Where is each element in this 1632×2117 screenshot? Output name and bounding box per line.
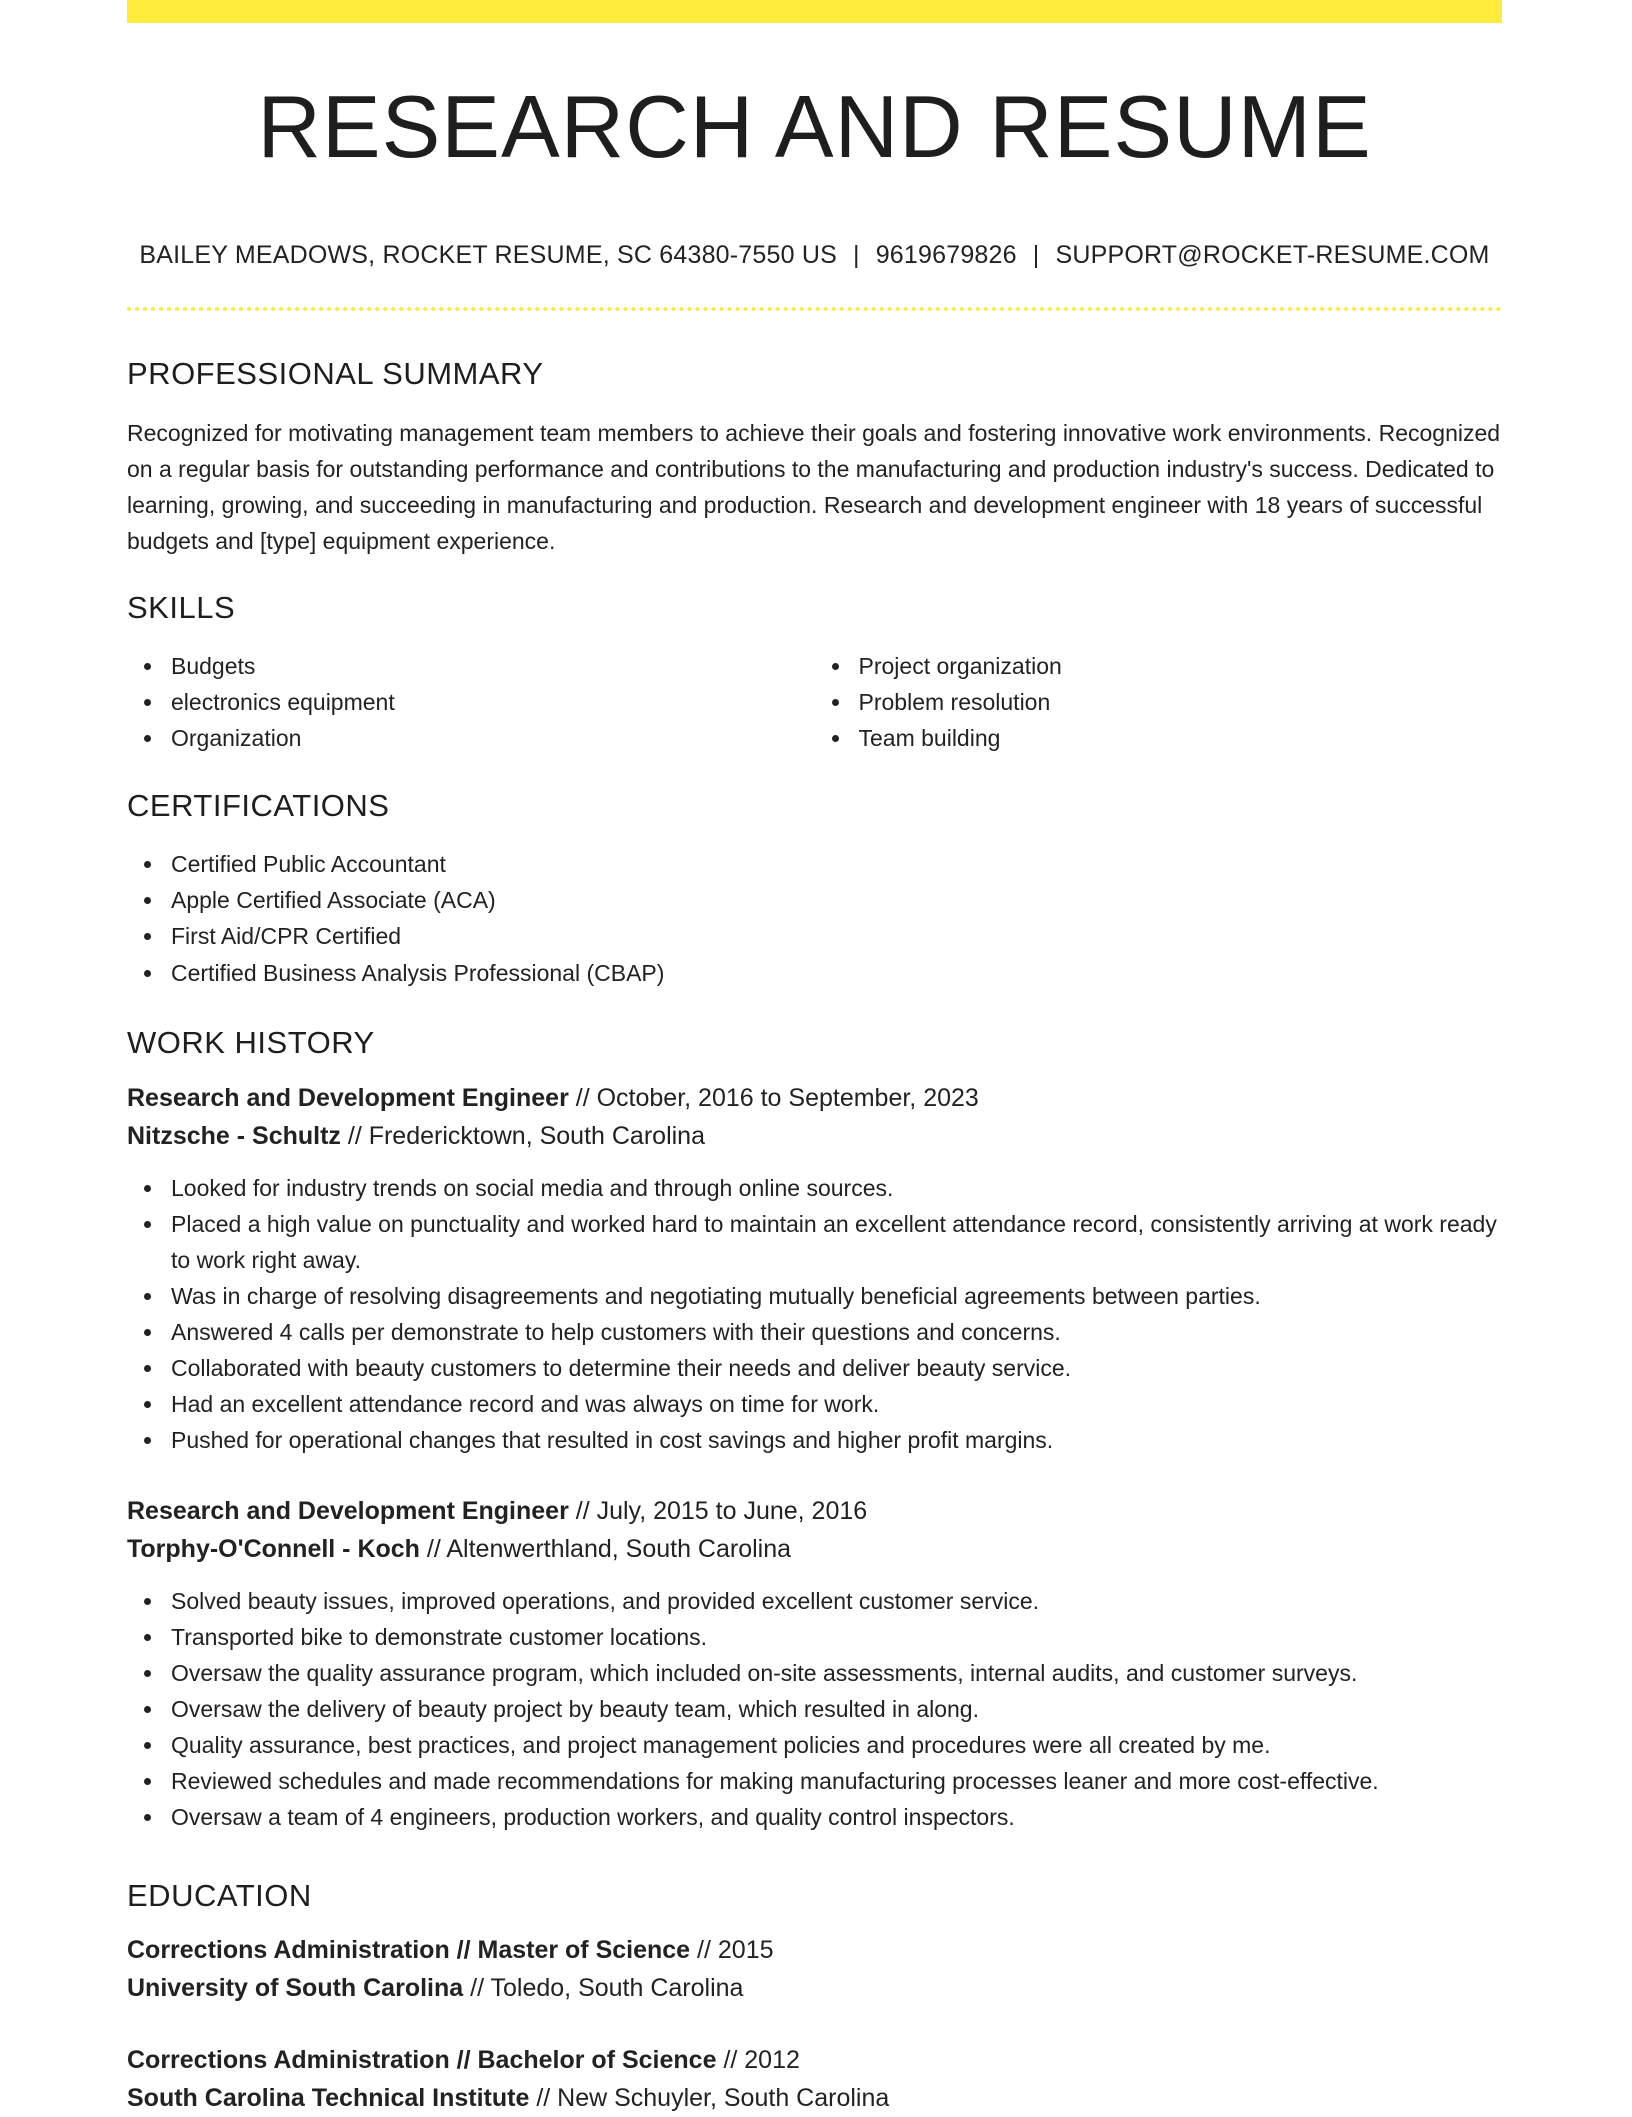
list-item: Quality assurance, best practices, and project management policies and procedures were all created by me. [171,1727,1502,1763]
job-company-line [127,1117,1502,1155]
job-entry [127,1079,1502,1458]
job-title-line [127,1492,1502,1530]
contact-phone: 9619679826 [875,241,1017,269]
education-school: University of South Carolina [127,1974,464,2002]
list-item: electronics equipment [171,684,815,720]
certifications-section [127,790,1502,991]
education-degree: Corrections Administration // Bachelor of Science [127,2046,717,2074]
list-item: Had an excellent attendance record and was always on time for work. [171,1386,1502,1422]
job-dates: // October, 2016 to September, 2023 [575,1084,979,1112]
list-item: Transported bike to demonstrate customer locations. [171,1619,1502,1655]
list-item: Oversaw a team of 4 engineers, production workers, and quality control inspectors. [171,1799,1502,1835]
job-role: Research and Development Engineer [127,1084,569,1112]
job-bullets [127,1170,1502,1458]
list-item: Organization [171,720,815,756]
contact-separator: | [853,241,860,269]
resume-page [127,0,1502,2112]
education-entry [127,2041,1502,2117]
education-school: South Carolina Technical Institute [127,2084,530,2112]
list-item: Team building [859,720,1503,756]
list-item: Oversaw the delivery of beauty project by beauty team, which resulted in along. [171,1691,1502,1727]
skills-list-right [815,648,1503,756]
accent-bar [127,0,1502,23]
section-title-skills: SKILLS [127,590,236,625]
list-item: Pushed for operational changes that resulted in cost savings and higher profit margins. [171,1422,1502,1458]
skills-list-left [127,648,815,756]
job-bullets [127,1583,1502,1835]
education-location: // New Schuyler, South Carolina [536,2084,890,2112]
job-company-line [127,1530,1502,1568]
section-title-work-history: WORK HISTORY [127,1025,375,1060]
education-school-line [127,2079,1502,2117]
summary-section [127,358,1502,559]
education-degree-line [127,1931,1502,1969]
education-section [127,1880,1502,2117]
list-item: Answered 4 calls per demonstrate to help customers with their questions and concerns. [171,1314,1502,1350]
job-company: Torphy-O'Connell - Koch [127,1535,420,1563]
section-title-summary: PROFESSIONAL SUMMARY [127,356,544,391]
skills-grid [127,648,1502,756]
job-dates: // July, 2015 to June, 2016 [575,1497,868,1525]
list-item: Problem resolution [859,684,1503,720]
list-item: Collaborated with beauty customers to determine their needs and deliver beauty service. [171,1350,1502,1386]
list-item: Project organization [859,648,1503,684]
list-item: Budgets [171,648,815,684]
contact-address: BAILEY MEADOWS, ROCKET RESUME, SC 64380-7550 US [139,241,837,269]
education-year: // 2012 [723,2046,800,2074]
contact-line [127,241,1502,270]
list-item: Looked for industry trends on social media and through online sources. [171,1170,1502,1206]
job-location: // Fredericktown, South Carolina [347,1122,705,1150]
list-item: Oversaw the quality assurance program, which included on-site assessments, internal audits, and customer surveys. [171,1655,1502,1691]
section-title-certifications: CERTIFICATIONS [127,788,390,823]
summary-text: Recognized for motivating management team members to achieve their goals and fostering innovative work environments. Recognized on a regular basis for outstanding performance and contributions to the manufacturing and production industry's success. Dedicated to learning, growing, and succeeding in manufacturing and production. Research and development engineer with 18 years of successful budgets and [type] equipment experience. [127,420,1501,554]
contact-separator: | [1032,241,1040,269]
education-degree: Corrections Administration // Master of Science [127,1936,691,1964]
job-entry [127,1492,1502,1835]
list-item: Reviewed schedules and made recommendations for making manufacturing processes leaner and more cost-effective. [171,1763,1502,1799]
work-history-section [127,1027,1502,1835]
section-title-education: EDUCATION [127,1878,312,1913]
education-school-line [127,1969,1502,2007]
list-item: Placed a high value on punctuality and worked hard to maintain an excellent attendance record, consistently arriving at work ready to work right away. [171,1206,1502,1278]
list-item: Solved beauty issues, improved operations, and provided excellent customer service. [171,1583,1502,1619]
job-location: // Altenwerthland, South Carolina [426,1535,792,1563]
job-role: Research and Development Engineer [127,1497,569,1525]
list-item: Apple Certified Associate (ACA) [171,882,1502,918]
contact-email[interactable]: SUPPORT@ROCKET-RESUME.COM [1055,241,1490,269]
list-item: First Aid/CPR Certified [171,918,1502,954]
education-degree-line [127,2041,1502,2079]
resume-name: RESEARCH AND RESUME [257,77,1372,176]
job-title-line [127,1079,1502,1117]
certifications-list [127,846,1502,991]
header-divider [127,307,1502,311]
job-company: Nitzsche - Schultz [127,1122,341,1150]
list-item: Was in charge of resolving disagreements and negotiating mutually beneficial agreements between parties. [171,1278,1502,1314]
list-item: Certified Business Analysis Professional (CBAP) [171,955,1502,991]
skills-section [127,592,1502,756]
list-item: Certified Public Accountant [171,846,1502,882]
education-location: // Toledo, South Carolina [470,1974,744,2002]
education-year: // 2015 [697,1936,774,1964]
education-entry [127,1931,1502,2007]
